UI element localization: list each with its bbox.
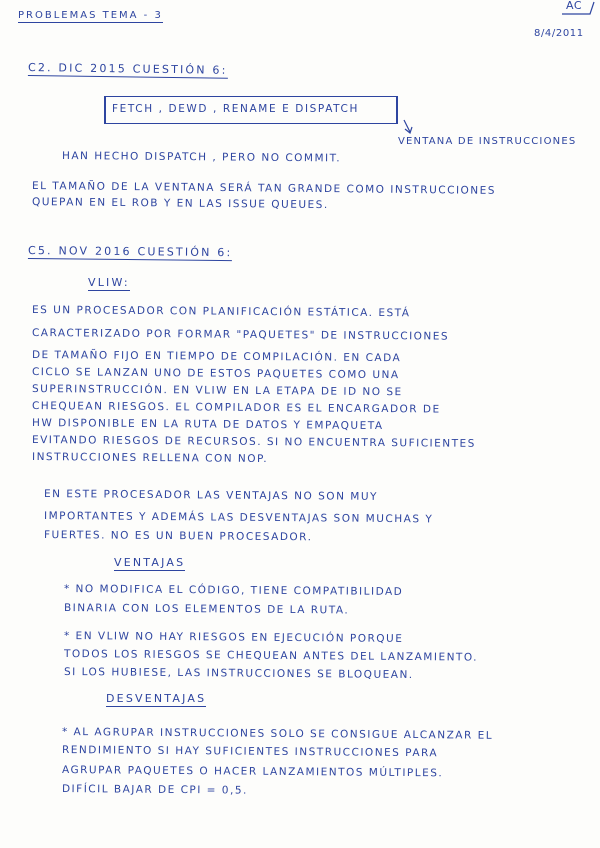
ventaja-1-line-2: BINARIA CON LOS ELEMENTOS DE LA RUTA. bbox=[63, 602, 350, 617]
q1-para-line-1: EL TAMAÑO DE LA VENTANA SERÁ TAN GRANDE COMO INSTRUCCIONES bbox=[31, 180, 497, 197]
window-label: VENTANA DE INSTRUCCIONES bbox=[398, 136, 577, 147]
summary-line-3: FUERTES. NO ES UN BUEN PROCESADOR. bbox=[43, 529, 313, 544]
ventaja-1-line-1: * NO MODIFICA EL CÓDIGO, TIENE COMPATIBILIDAD bbox=[63, 583, 404, 598]
arrow-icon bbox=[390, 118, 430, 138]
desventaja-1-line-3: AGRUPAR PAQUETES O HACER LANZAMIENTOS MÚLTIPLES. bbox=[61, 764, 444, 780]
ventajas-title: VENTAJAS bbox=[114, 556, 186, 569]
vliw-line-3: DE TAMAÑO FIJO EN TIEMPO DE COMPILACIÓN. EN CADA bbox=[31, 349, 402, 365]
vliw-line-9: INSTRUCCIONES RELLENA CON NOP. bbox=[31, 451, 269, 466]
desventajas-title: DESVENTAJAS bbox=[106, 692, 207, 705]
summary-line-2: IMPORTANTES Y ADEMÁS LAS DESVENTAJAS SON MUCHAS Y bbox=[43, 510, 434, 526]
vliw-line-6: CHEQUEAN RIESGOS. EL COMPILADOR ES EL ENCARGADOR DE bbox=[31, 400, 441, 416]
vliw-line-1: ES UN PROCESADOR CON PLANIFICACIÓN ESTÁTICA. ESTÁ bbox=[31, 304, 411, 320]
question-heading-2: C5. NOV 2016 CUESTIÓN 6: bbox=[27, 244, 233, 260]
vliw-line-4: CICLO SE LANZAN UNO DE ESTOS PAQUETES COMO UNA bbox=[31, 366, 400, 382]
vliw-line-7: HW DISPONIBLE EN LA RUTA DE DATOS Y EMPAQUETA bbox=[31, 417, 384, 433]
desventaja-1-line-1: * AL AGRUPAR INSTRUCCIONES SOLO SE CONSIGUE ALCANZAR EL bbox=[61, 726, 494, 742]
ventaja-2-line-2: TODOS LOS RIESGOS SE CHEQUEAN ANTES DEL LANZAMIENTO. bbox=[63, 648, 479, 664]
question-heading-1: C2. DIC 2015 CUESTIÓN 6: bbox=[27, 61, 228, 77]
q1-line: HAN HECHO DISPATCH , PERO NO COMMIT. bbox=[61, 150, 342, 165]
desventaja-1-line-4: DIFÍCIL BAJAR DE CPI = 0,5. bbox=[61, 783, 248, 797]
vliw-line-5: SUPERINSTRUCCIÓN. EN VLIW EN LA ETAPA DE ID NO SE bbox=[31, 383, 403, 399]
page-title: PROBLEMAS TEMA - 3 bbox=[18, 10, 163, 21]
ventaja-2-line-1: * EN VLIW NO HAY RIESGOS EN EJECUCIÓN PORQUE bbox=[63, 630, 404, 645]
q1-para-line-2: QUEPAN EN EL ROB Y EN LAS ISSUE QUEUES. bbox=[31, 196, 329, 212]
vliw-line-8: EVITANDO RIESGOS DE RECURSOS. SI NO ENCUENTRA SUFICIENTES bbox=[31, 434, 476, 450]
corner-mark-icon bbox=[560, 0, 600, 16]
summary-line-1: EN ESTE PROCESADOR LAS VENTAJAS NO SON MUY bbox=[43, 488, 379, 503]
ventaja-2-line-3: SI LOS HUBIESE, LAS INSTRUCCIONES SE BLOQUEAN. bbox=[63, 666, 414, 682]
desventaja-1-line-2: RENDIMIENTO SI HAY SUFICIENTES INSTRUCCIONES PARA bbox=[61, 744, 439, 760]
vliw-subheading: VLIW: bbox=[88, 276, 130, 289]
date: 8/4/2011 bbox=[534, 28, 584, 39]
initials: AC bbox=[566, 0, 583, 12]
stage-box-text: FETCH , DEWD , RENAME E DISPATCH bbox=[112, 103, 359, 115]
vliw-line-2: CARACTERIZADO POR FORMAR "PAQUETES" DE INSTRUCCIONES bbox=[31, 327, 450, 343]
